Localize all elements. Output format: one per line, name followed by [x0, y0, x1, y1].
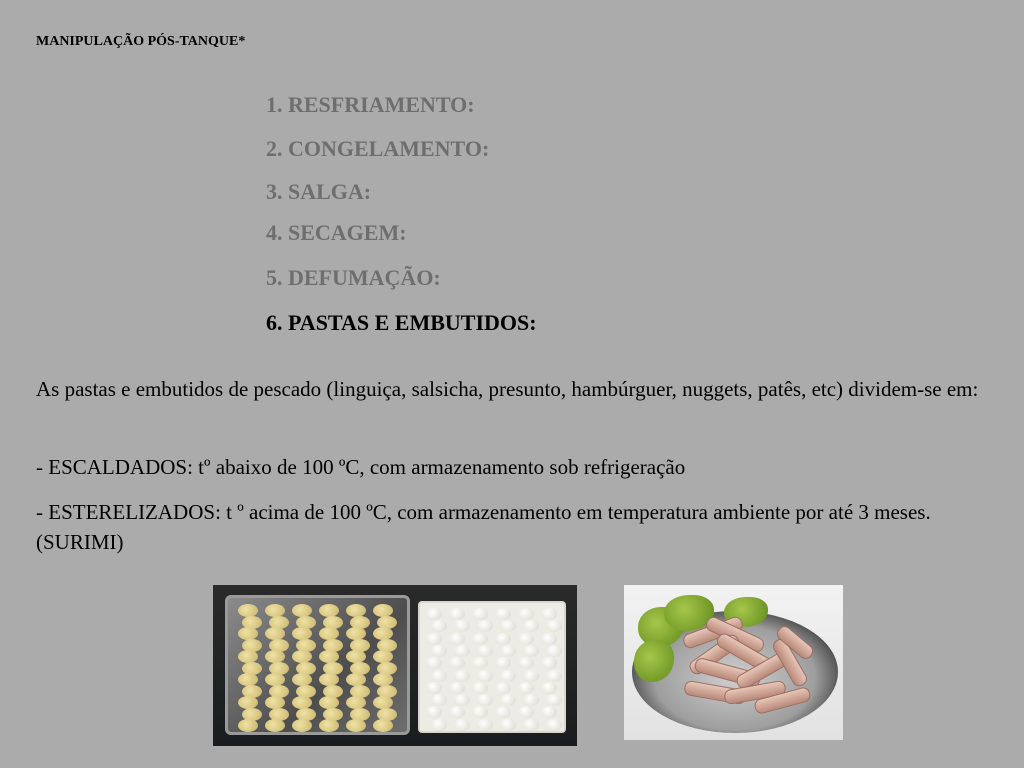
patty: [346, 719, 366, 732]
patty: [319, 627, 339, 640]
patty: [238, 719, 258, 732]
topic-item-salga: 3. SALGA:: [266, 179, 372, 204]
fish-ball: [454, 645, 470, 657]
patty: [265, 673, 285, 686]
patty: [238, 673, 258, 686]
fish-ball: [546, 670, 562, 682]
fish-ball: [426, 706, 442, 718]
fish-ball: [523, 694, 539, 706]
patty: [238, 604, 258, 617]
fish-ball: [495, 608, 511, 620]
patty: [292, 627, 312, 640]
patty: [292, 650, 312, 663]
fish-ball: [518, 633, 534, 645]
fish-ball: [454, 670, 470, 682]
fish-ball: [546, 645, 562, 657]
fish-ball: [477, 694, 493, 706]
patty: [265, 627, 285, 640]
fish-ball: [546, 620, 562, 632]
patty: [292, 696, 312, 709]
fish-ball: [495, 706, 511, 718]
fish-ball: [431, 645, 447, 657]
patty: [319, 650, 339, 663]
fish-ball: [431, 719, 447, 731]
fish-ball: [472, 706, 488, 718]
patty: [265, 696, 285, 709]
fish-ball: [431, 620, 447, 632]
fish-ball: [523, 645, 539, 657]
fish-ball: [454, 694, 470, 706]
fish-ball: [500, 694, 516, 706]
fish-ball: [500, 670, 516, 682]
fish-ball: [518, 657, 534, 669]
escaldados-paragraph: - ESCALDADOS: tº abaixo de 100 ºC, com armazenamento sob refrigeração: [36, 455, 686, 479]
fish-ball: [431, 670, 447, 682]
topic-item-secagem: 4. SECAGEM:: [266, 220, 407, 245]
fish-ball: [472, 633, 488, 645]
patty: [265, 650, 285, 663]
fish-ball: [449, 706, 465, 718]
patty: [373, 627, 393, 640]
trays-photo: [213, 585, 577, 746]
fish-ball: [523, 620, 539, 632]
fish-ball: [541, 657, 557, 669]
fish-ball: [541, 633, 557, 645]
fish-ball: [546, 694, 562, 706]
patty: [346, 627, 366, 640]
patty: [238, 627, 258, 640]
patty: [265, 604, 285, 617]
patty: [319, 719, 339, 732]
fish-ball: [500, 620, 516, 632]
patty: [319, 604, 339, 617]
patty: [346, 673, 366, 686]
patty: [319, 673, 339, 686]
fish-ball: [449, 608, 465, 620]
fish-ball: [454, 620, 470, 632]
patty: [238, 696, 258, 709]
fish-ball: [477, 645, 493, 657]
esterelizados-paragraph: - ESTERELIZADOS: t º acima de 100 ºC, com armazenamento em temperatura ambiente por até 3 meses. (SURIMI): [36, 500, 931, 554]
fish-ball: [477, 620, 493, 632]
patty: [346, 650, 366, 663]
fish-ball: [495, 682, 511, 694]
ball-tray: [418, 601, 566, 733]
fish-ball: [523, 719, 539, 731]
patty: [292, 604, 312, 617]
fish-ball: [426, 657, 442, 669]
fish-ball: [546, 719, 562, 731]
topic-item-resfriamento: 1. RESFRIAMENTO:: [266, 92, 475, 117]
fish-ball: [472, 657, 488, 669]
patty: [319, 696, 339, 709]
fish-ball: [518, 608, 534, 620]
patty-tray: [225, 595, 410, 735]
fish-ball: [500, 645, 516, 657]
fish-ball: [541, 608, 557, 620]
patty: [373, 673, 393, 686]
fish-ball: [495, 633, 511, 645]
fish-ball: [449, 682, 465, 694]
fish-ball: [449, 633, 465, 645]
fish-ball: [472, 608, 488, 620]
fish-ball: [426, 608, 442, 620]
fish-ball: [541, 706, 557, 718]
patty: [292, 673, 312, 686]
patty: [373, 719, 393, 732]
fish-ball: [449, 657, 465, 669]
patty: [265, 719, 285, 732]
fish-ball: [477, 719, 493, 731]
fish-ball: [426, 682, 442, 694]
fish-ball: [431, 694, 447, 706]
fish-ball: [541, 682, 557, 694]
fish-ball: [518, 706, 534, 718]
intro-paragraph: As pastas e embutidos de pescado (linguiça, salsicha, presunto, hambúrguer, nuggets, patês, etc) dividem-se em:: [36, 377, 979, 401]
fish-ball: [500, 719, 516, 731]
slide-title: MANIPULAÇÃO PÓS-TANQUE*: [36, 34, 246, 49]
patty: [346, 696, 366, 709]
sausages-photo: [624, 585, 843, 740]
patty: [346, 604, 366, 617]
patty: [373, 604, 393, 617]
fish-ball: [472, 682, 488, 694]
fish-ball: [454, 719, 470, 731]
fish-ball: [477, 670, 493, 682]
patty: [373, 696, 393, 709]
patty: [238, 650, 258, 663]
topic-item-pastas-embutidos: 6. PASTAS E EMBUTIDOS:: [266, 310, 537, 335]
fish-ball: [523, 670, 539, 682]
fish-ball: [495, 657, 511, 669]
fish-ball: [426, 633, 442, 645]
topic-item-defumacao: 5. DEFUMAÇÃO:: [266, 265, 441, 290]
fish-ball: [518, 682, 534, 694]
topic-item-congelamento: 2. CONGELAMENTO:: [266, 136, 490, 161]
patty: [373, 650, 393, 663]
patty: [292, 719, 312, 732]
